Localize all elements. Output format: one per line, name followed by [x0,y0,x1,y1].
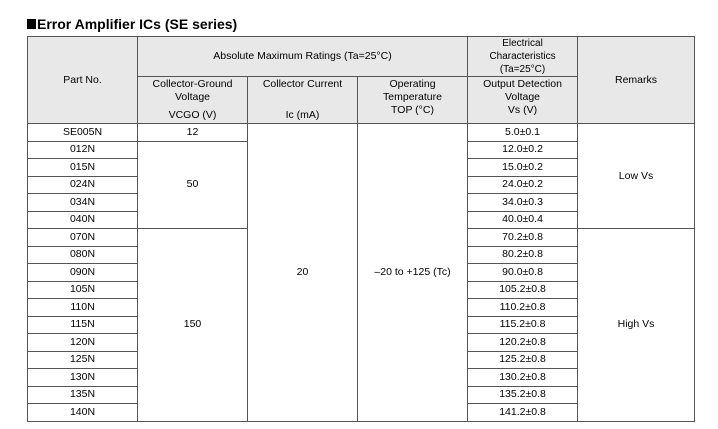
output-detection-voltage-cell: 5.0±0.1 [468,124,578,142]
black-square-icon [27,19,36,29]
output-detection-voltage-cell: 125.2±0.8 [468,351,578,369]
collector-current-cell: 20 [248,124,358,422]
output-detection-voltage-cell: 15.0±0.2 [468,159,578,177]
part-number-cell: 140N [28,404,138,422]
collector-current-label: Collector Current [262,78,343,90]
header-elec-line2: (Ta=25°C) [499,64,546,75]
ic-unit-label: Ic (mA) [285,109,320,121]
header-collector-ground-voltage [138,77,248,124]
part-number-cell: 024N [28,176,138,194]
operating-temperature-line1: Operating [389,78,436,90]
output-detection-voltage-cell: 135.2±0.8 [468,386,578,404]
spec-table [27,36,695,422]
part-number-cell: 012N [28,141,138,159]
output-detection-voltage-cell: 141.2±0.8 [468,404,578,422]
output-detection-voltage-cell: 90.0±0.8 [468,264,578,282]
top-unit-label: TOP (°C) [391,104,434,116]
part-number-cell: 115N [28,316,138,334]
part-number-cell: SE005N [28,124,138,142]
header-electrical-characteristics [468,37,578,77]
part-number-cell: 015N [28,159,138,177]
header-operating-temperature [358,77,468,124]
output-detection-voltage-cell: 115.2±0.8 [468,316,578,334]
part-number-cell: 040N [28,211,138,229]
output-detection-voltage-cell: 34.0±0.3 [468,194,578,212]
output-detection-line2: Voltage [504,91,541,103]
part-number-cell: 130N [28,369,138,387]
output-detection-voltage-cell: 105.2±0.8 [468,281,578,299]
vcgo-cell-high: 150 [138,229,248,422]
header-remarks: Remarks [578,37,695,124]
header-part-no: Part No. [28,37,138,124]
header-abs-max-ratings: Absolute Maximum Ratings (Ta=25°C) [138,37,468,77]
part-number-cell: 125N [28,351,138,369]
vcgo-unit-label: VCGO (V) [168,109,217,121]
section-title-text: Error Amplifier ICs (SE series) [37,16,238,32]
remarks-low-vs-cell: Low Vs [578,124,695,229]
header-elec-line1: Electrical Characteristics [489,38,556,62]
spec-table-body [28,124,695,422]
collector-ground-voltage-label: Collector-Ground Voltage [152,78,233,103]
part-number-cell: 105N [28,281,138,299]
part-number-cell: 034N [28,194,138,212]
vcgo-cell-low: 50 [138,141,248,229]
remarks-high-vs-cell: High Vs [578,229,695,422]
vs-unit-label: Vs (V) [507,104,538,116]
section-title [27,16,237,32]
part-number-cell: 070N [28,229,138,247]
table-row [28,124,695,142]
header-collector-current [248,77,358,124]
output-detection-voltage-cell: 80.2±0.8 [468,246,578,264]
output-detection-voltage-cell: 70.2±0.8 [468,229,578,247]
output-detection-voltage-cell: 24.0±0.2 [468,176,578,194]
output-detection-voltage-cell: 120.2±0.8 [468,334,578,352]
part-number-cell: 110N [28,299,138,317]
part-number-cell: 080N [28,246,138,264]
part-number-cell: 135N [28,386,138,404]
header-output-detection-voltage [468,77,578,124]
output-detection-voltage-cell: 130.2±0.8 [468,369,578,387]
output-detection-voltage-cell: 110.2±0.8 [468,299,578,317]
part-number-cell: 120N [28,334,138,352]
output-detection-line1: Output Detection [483,78,562,90]
output-detection-voltage-cell: 40.0±0.4 [468,211,578,229]
operating-temperature-cell: –20 to +125 (Tc) [358,124,468,422]
part-number-cell: 090N [28,264,138,282]
output-detection-voltage-cell: 12.0±0.2 [468,141,578,159]
operating-temperature-line2: Temperature [383,91,442,103]
vcgo-cell-se005: 12 [138,124,248,142]
